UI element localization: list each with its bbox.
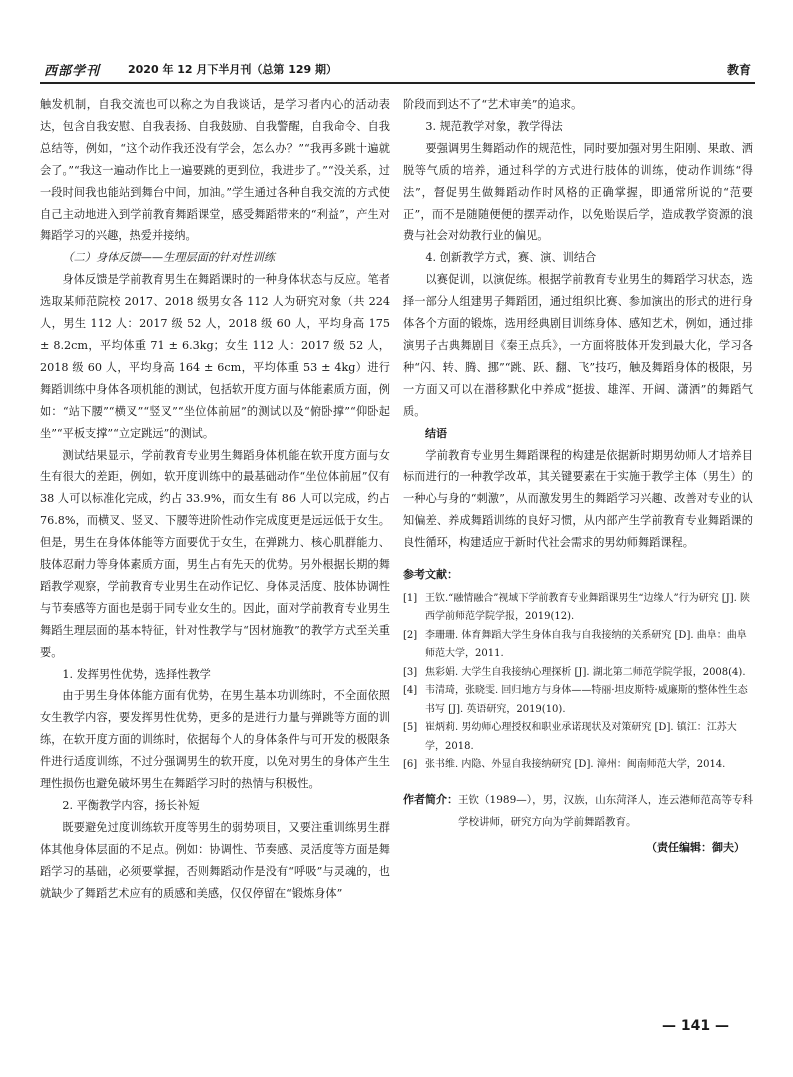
left-column xyxy=(40,94,390,905)
author-bio xyxy=(403,789,753,833)
reference-item xyxy=(403,590,753,627)
references-list xyxy=(403,590,753,775)
reference-number: [1] xyxy=(403,592,418,604)
reference-item xyxy=(403,719,753,756)
subsection-heading: 2. 平衡教学内容，扬长补短 xyxy=(62,799,200,812)
paragraph: 测试结果显示，学前教育专业男生舞蹈身体机能在软开度方面与女生有很大的差距，例如，软开度训练中的最基础动作“坐位体前屈”仅有 38 人可以标准化完成，约占 33.9%，而女生有 86 人可以完成，约占 76.8%，而横叉、竖叉、下腰等进阶性动作完成度更是远远低于女生。但是，男生在身体体能等方面要优于女生，在弹跳力、核心肌群能力、肢体忍耐力等身体素质方面，男生占有先天的优势。另外根据长期的舞蹈教学观察，学前教育专业男生在动作记忆、身体灵活度、肢体协调性与节奏感等方面也是弱于同专业女生的。因此，面对学前教育专业男生舞蹈生理层面的基本特征，针对性教学与“因材施教”的教学方式至关重要。 xyxy=(40,448,390,659)
reference-number: [3] xyxy=(403,666,418,678)
editor-credit: （责任编辑：御夫） xyxy=(646,840,745,854)
conclusion-heading: 结语 xyxy=(425,426,447,440)
issue-info: 2020 年 12 月下半月刊（总第 129 期） xyxy=(128,63,338,76)
right-column xyxy=(403,94,753,859)
reference-text: 张书维. 内隐、外显自我接纳研究 [D]. 漳州：闽南师范大学，2014. xyxy=(425,759,726,771)
reference-item xyxy=(403,682,753,719)
author-label: 作者简介： xyxy=(403,792,458,806)
reference-text: 韦清琦，张晓雯. 回归地方与身体——特丽·坦皮斯特·威廉斯的整体性生态书写 [J]. 英语研究，2019(10). xyxy=(425,685,748,715)
references-heading: 参考文献： xyxy=(403,568,458,582)
paragraph: 以赛促训，以演促练。根据学前教育专业男生的舞蹈学习状态，选择一部分人组建男子舞蹈团，通过组织比赛、参加演出的形式的进行身体各个方面的锻炼，选用经典剧目训练身体、感知艺术，例如，通过排演男子古典舞剧目《秦王点兵》，一方面将肢体开发到最大化，学习各种“闪、转、腾、挪”“跳、跃、翻、飞”技巧，触及舞蹈身体的极限，另一方面又可以在潜移默化中养成“挺拔、雄浑、开阔、潇洒”的舞蹈气质。 xyxy=(403,273,753,418)
reference-item xyxy=(403,627,753,664)
reference-text: 王钦.“融情融合”视域下学前教育专业舞蹈课男生“边缘人”行为研究 [J]. 陕西学前师范学院学报，2019(12). xyxy=(425,592,750,623)
subsection-heading: 3. 规范教学对象，教学得法 xyxy=(425,119,563,133)
reference-item xyxy=(403,664,753,683)
subsection-heading: 1. 发挥男性优势，选择性教学 xyxy=(62,667,211,681)
paragraph: 学前教育专业男生舞蹈课程的构建是依据新时期男幼师人才培养目标而进行的一种教学改革，其关键要素在于实施于教学主体（男生）的一种心与身的“刺激”，从而激发男生的舞蹈学习兴趣、改善对专业的认知偏差、养成舞蹈训练的良好习惯，从内部产生学前教育专业舞蹈课的良性循环，构建适应于新时代社会需求的男幼师舞蹈课程。 xyxy=(403,448,753,550)
reference-text: 崔炳莉. 男幼师心理授权和职业承诺现状及对策研究 [D]. 镇江：江苏大学，2018. xyxy=(425,722,737,752)
reference-number: [2] xyxy=(403,629,418,641)
reference-number: [4] xyxy=(403,685,418,697)
paragraph: 由于男生身体体能方面有优势，在男生基本功训练时，不全面依照女生教学内容，要发挥男性优势，更多的是进行力量与弹跳等方面的训练，在软开度方面的训练时，依据每个人的身体条件与可开发的极限条件进行适度训练，不过分强调男生的软开度，以免对男生的身体产生生理性损伤也避免破坏男生在舞蹈学习时的热情与积极性。 xyxy=(40,689,390,791)
section-heading: （二）身体反馈——生理层面的针对性训练 xyxy=(62,251,275,265)
subsection-heading: 4. 创新教学方式，赛、演、训结合 xyxy=(425,251,597,265)
reference-number: [5] xyxy=(403,722,418,734)
reference-item xyxy=(403,756,753,775)
page-number: — 141 — xyxy=(662,1018,729,1034)
paragraph: 身体反馈是学前教育男生在舞蹈课时的一种身体状态与反应。笔者选取某师范院校 2017、2018 级男女各 112 人为研究对象（共 224 人，男生 112 人：2017 级 52 人，2018 级 60 人，平均身高 175 ± 8.2cm，平均体重 71 ± 6.3kg；女生 112 人：2017 级 52 人，2018 级 60 人，平均身高 164 ± 6cm，平均体重 53 ± 4kg）进行舞蹈训练中身体各项机能的测试，包括软开度方面与体能素质方面，例如：“站下腰”“横叉”“竖叉”“坐位体前屈”的测试以及“俯卧撑”“仰卧起坐”“平板支撑”“立定跳远”的测试。 xyxy=(40,273,390,440)
reference-text: 焦彩娟. 大学生自我接纳心理探析 [J]. 湖北第二师范学院学报，2008(4). xyxy=(425,666,746,678)
journal-logo: 西部学刊 xyxy=(44,64,101,79)
paragraph: 要强调男生舞蹈动作的规范性，同时要加强对男生阳刚、果敢、洒脱等气质的培养，通过科学的方式进行肢体的训练，使动作训练“得法”，督促男生做舞蹈动作时风格的正确掌握，即通常所说的“范要正”，而不是随随便便的摆弄动作，以免贻误后学，造成教学资源的浪费与社会对幼教行业的偏见。 xyxy=(403,141,753,243)
paragraph: 触发机制，自我交流也可以称之为自我谈话，是学习者内心的活动表达，包含自我安慰、自我表扬、自我鼓励、自我警醒，自我命令、自我总结等，例如，“这个动作我还没有学会，怎么办？”“我再多跳十遍就会了。”“我这一遍动作比上一遍要跳的更到位，我进步了。”“没关系，过一段时间我也能站到舞台中间，加油。”学生通过各种自我交流的方式使自己主动地进入到学前教育舞蹈课堂，感受舞蹈带来的“利益”，产生对舞蹈学习的兴趣，热爱并接纳。 xyxy=(40,98,390,243)
reference-number: [6] xyxy=(403,759,418,771)
author-text: 王钦（1989—），男，汉族，山东菏泽人，连云港师范高等专科学校讲师，研究方向为学前舞蹈教育。 xyxy=(458,793,753,828)
section-label: 教育 xyxy=(726,63,751,77)
reference-text: 李珊珊. 体育舞蹈大学生身体自我与自我接纳的关系研究 [D]. 曲阜：曲阜师范大学，2011. xyxy=(425,629,747,660)
paragraph: 阶段而到达不了“艺术审美”的追求。 xyxy=(403,98,583,111)
page-header xyxy=(40,56,755,84)
paragraph: 既要避免过度训练软开度等男生的弱势项目，又要注重训练男生群体其他身体层面的不足点。例如：协调性、节奏感、灵活度等方面是舞蹈学习的基础，必须要掌握，否则舞蹈动作是没有“呼吸”与灵魂的，也就缺少了舞蹈艺术应有的质感和美感，仅仅停留在“锻炼身体” xyxy=(40,820,390,900)
